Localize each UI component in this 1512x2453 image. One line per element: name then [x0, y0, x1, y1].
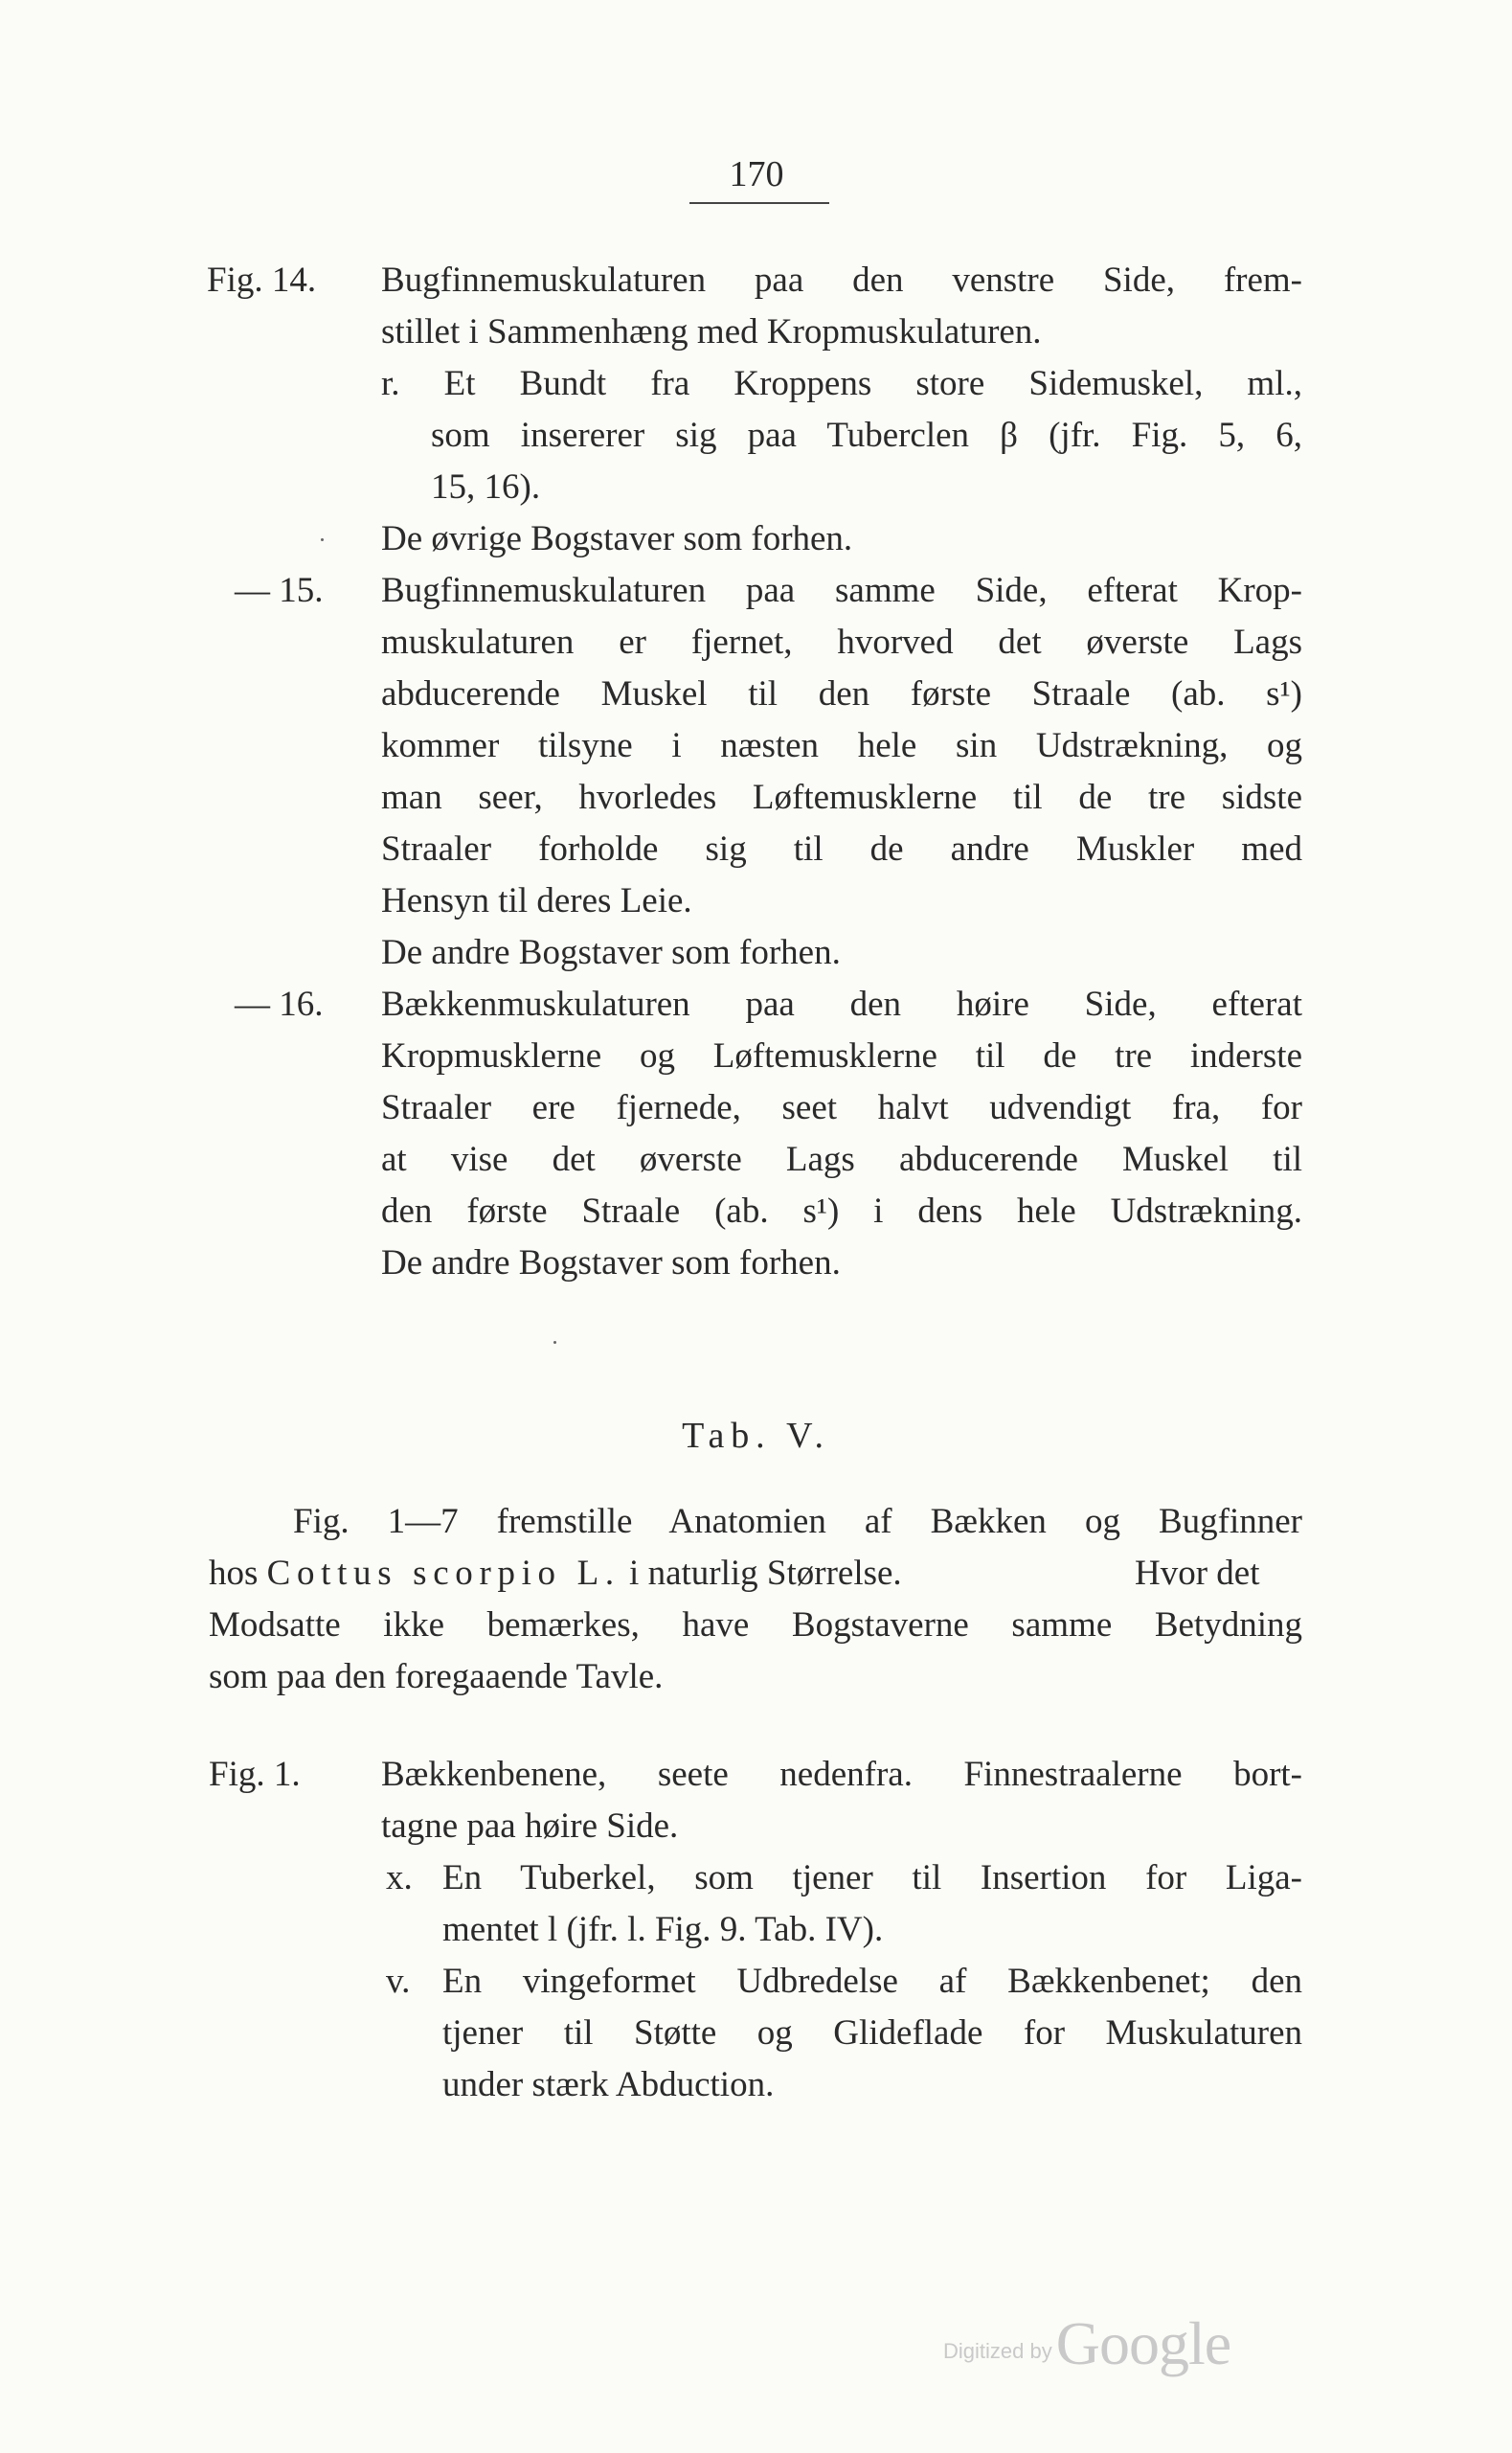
species-name: Cottus scorpio L. [266, 1554, 621, 1593]
fig16-line-2: Kropmusklerne og Løftemusklerne til de tre inderste [381, 1036, 1302, 1076]
page-number: 170 [729, 154, 784, 194]
fig15-line-8: De andre Bogstaver som forhen. [381, 933, 841, 972]
fig14-label: Fig. 14. [207, 261, 317, 300]
fig1-item-v-letter: v. [386, 1962, 411, 2001]
intro-line-1: Fig. 1—7 fremstille Anatomien af Bækken og Bugfinner [293, 1502, 1302, 1541]
fig16-line-1: Bækkenmuskulaturen paa den høire Side, efterat [381, 985, 1302, 1024]
fig14-line-5: 15, 16). [431, 467, 541, 507]
intro-line-2-pre: hos [209, 1554, 267, 1593]
google-logo: Google [1055, 2309, 1231, 2377]
fig14-line-4: som insererer sig paa Tuberclen β (jfr. Fig. 5, 6, [431, 416, 1302, 455]
fig15-label: — 15. [235, 571, 324, 610]
digitized-watermark [943, 2308, 1230, 2379]
fig15-line-4: kommer tilsyne i næsten hele sin Udstrækning, og [381, 726, 1302, 765]
stray-mark [321, 538, 324, 541]
page-number-rule [689, 202, 829, 204]
fig1-item-v-line-1: En vingeformet Udbredelse af Bækkenbenet; den [442, 1962, 1302, 2001]
fig15-line-5: man seer, hvorledes Løftemusklerne til de tre sidste [381, 778, 1302, 817]
watermark-prefix: Digitized by [943, 2339, 1052, 2363]
fig1-item-x-line-2: mentet l (jfr. l. Fig. 9. Tab. IV). [442, 1910, 884, 1949]
fig15-line-2: muskulaturen er fjernet, hvorved det øverste Lags [381, 623, 1302, 662]
fig16-label: — 16. [235, 985, 324, 1024]
fig16-line-5: den første Straale (ab. s¹) i dens hele Udstrækning. [381, 1192, 1302, 1231]
fig1-line-1: Bækkenbenene, seete nedenfra. Finnestraalerne bort- [381, 1755, 1302, 1794]
fig14-line-3: r. Et Bundt fra Kroppens store Sidemuskel, ml., [381, 364, 1302, 403]
intro-line-2-post: i naturlig Størrelse. [620, 1554, 902, 1593]
section-heading: Tab. V. [682, 1416, 830, 1456]
fig16-line-6: De andre Bogstaver som forhen. [381, 1243, 841, 1283]
fig1-item-x-line-1: En Tuberkel, som tjener til Insertion for Liga- [442, 1858, 1302, 1897]
intro-line-2-end: Hvor det [1135, 1554, 1260, 1593]
intro-line-4: som paa den foregaaende Tavle. [209, 1657, 664, 1696]
fig15-line-6: Straaler forholde sig til de andre Muskler med [381, 829, 1302, 869]
fig1-label: Fig. 1. [209, 1755, 301, 1794]
fig14-line-1: Bugfinnemuskulaturen paa den venstre Side, frem- [381, 261, 1302, 300]
fig14-line-6: De øvrige Bogstaver som forhen. [381, 519, 853, 558]
intro-line-3: Modsatte ikke bemærkes, have Bogstaverne samme Betydning [209, 1605, 1302, 1645]
fig15-line-7: Hensyn til deres Leie. [381, 881, 692, 920]
fig15-line-1: Bugfinnemuskulaturen paa samme Side, efterat Krop- [381, 571, 1302, 610]
fig16-line-3: Straaler ere fjernede, seet halvt udvendigt fra, for [381, 1088, 1302, 1127]
fig1-item-v-line-2: tjener til Støtte og Glideflade for Muskulaturen [442, 2013, 1302, 2053]
fig14-line-2: stillet i Sammenhæng med Kropmuskulaturen. [381, 312, 1042, 352]
intro-line-2 [209, 1548, 902, 1600]
stray-mark [553, 1341, 556, 1344]
fig15-line-3: abducerende Muskel til den første Straale (ab. s¹) [381, 674, 1302, 714]
fig1-line-2: tagne paa høire Side. [381, 1806, 679, 1846]
fig1-item-x-letter: x. [386, 1858, 413, 1897]
fig1-item-v-line-3: under stærk Abduction. [442, 2065, 775, 2104]
fig16-line-4: at vise det øverste Lags abducerende Muskel til [381, 1140, 1302, 1179]
